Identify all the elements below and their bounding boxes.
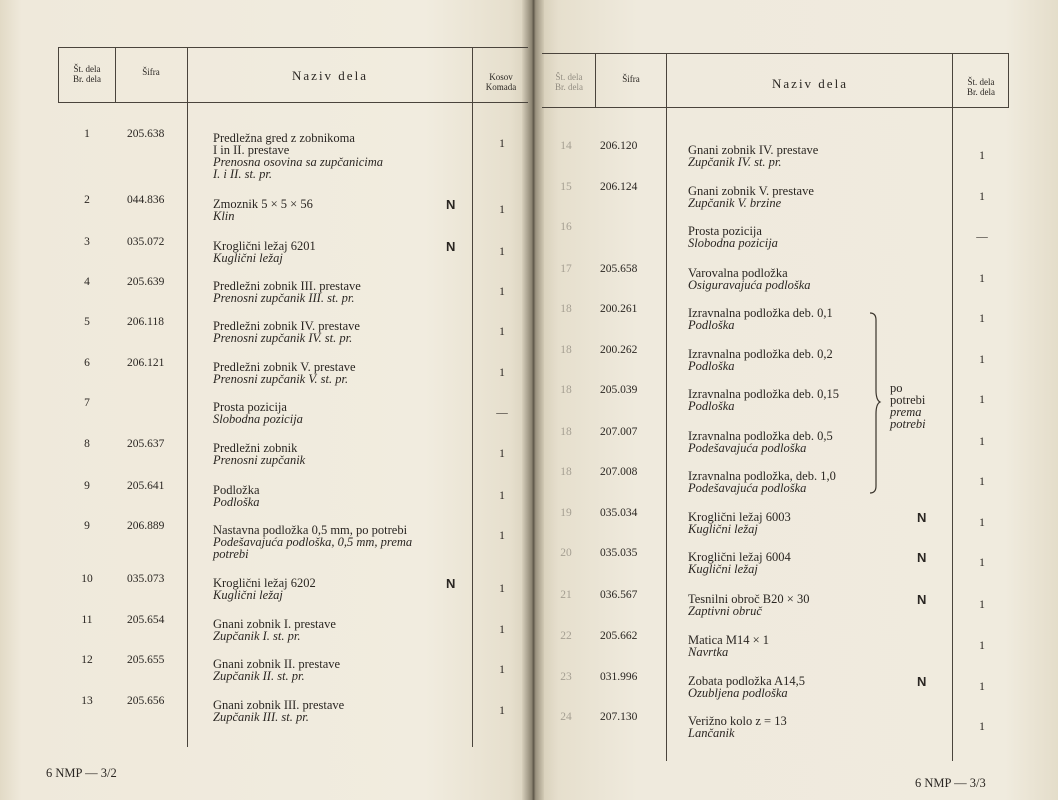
row-flag: N <box>446 197 456 212</box>
row-code: 207.008 <box>600 466 638 478</box>
row-name-italic-line: Ozubljena podloška <box>688 686 788 700</box>
row-quantity: 1 <box>979 313 985 325</box>
row-number: 23 <box>560 671 572 683</box>
row-name-italic-line: Zupčanik II. st. pr. <box>213 669 305 683</box>
row-name-italic-line: Zupčanik IV. st. pr. <box>688 155 782 169</box>
row-name <box>688 307 833 331</box>
row-code: 206.120 <box>600 140 638 152</box>
row-number: 20 <box>560 547 572 559</box>
row-code: 205.637 <box>127 438 165 450</box>
row-code: 205.641 <box>127 480 165 492</box>
left-outer-rule <box>58 47 59 103</box>
row-code: 200.262 <box>600 344 638 356</box>
row-quantity: 1 <box>499 448 505 460</box>
row-name-italic-line: Kuglični ležaj <box>213 588 283 602</box>
row-number: 8 <box>84 438 90 450</box>
row-name-line: Prosta pozicija <box>688 224 762 238</box>
row-name <box>213 320 360 344</box>
row-name-italic-line: Podešavajuća podloška <box>688 441 807 455</box>
row-name <box>213 401 303 425</box>
row-quantity: 1 <box>499 624 505 636</box>
row-name-line: Verižno kolo z = 13 <box>688 714 787 728</box>
row-code: 044.836 <box>127 194 165 206</box>
row-code: 206.889 <box>127 520 165 532</box>
row-flag: N <box>917 592 927 607</box>
row-name-italic-line: Klin <box>213 209 235 223</box>
row-name <box>213 484 260 508</box>
row-name-italic-line: Slobodna pozicija <box>688 236 778 250</box>
row-name <box>213 524 412 560</box>
right-header-bottom-rule <box>542 107 1008 108</box>
row-name <box>688 675 805 699</box>
row-number: 6 <box>84 357 90 369</box>
row-flag: N <box>917 550 927 565</box>
row-name-line: Kroglični ležaj 6003 <box>688 510 791 524</box>
row-name <box>688 634 769 658</box>
row-name <box>213 658 340 682</box>
row-name-italic-line: Prenosni zupčanik III. st. pr. <box>213 291 355 305</box>
row-code: 205.656 <box>127 695 165 707</box>
row-quantity: 1 <box>979 436 985 448</box>
row-number: 18 <box>560 303 572 315</box>
row-name-line: Podložka <box>213 483 260 497</box>
row-code: 036.567 <box>600 589 638 601</box>
row-name-line: Predležni zobnik V. prestave <box>213 360 356 374</box>
row-name-italic-line: Kuglični ležaj <box>213 251 283 265</box>
row-name-italic-line: Zupčanik III. st. pr. <box>213 710 309 724</box>
right-col-rule-2 <box>666 53 667 761</box>
row-quantity: 1 <box>979 599 985 611</box>
row-name-line: Kroglični ležaj 6202 <box>213 576 316 590</box>
row-number: 12 <box>81 654 93 666</box>
row-name-line: Kroglični ležaj 6004 <box>688 550 791 564</box>
row-name <box>688 511 791 535</box>
row-name <box>688 267 811 291</box>
row-quantity: — <box>496 407 508 419</box>
row-quantity: 1 <box>979 150 985 162</box>
row-name-italic-line: Podloška <box>688 318 735 332</box>
row-number: 11 <box>81 614 93 626</box>
row-code: 200.261 <box>600 303 638 315</box>
shim-note-it-line-2: potrebi <box>890 417 926 431</box>
right-page-footer: 6 NMP — 3/3 <box>915 776 986 790</box>
row-name-italic-line: Zaptivni obruč <box>688 604 762 618</box>
row-quantity: 1 <box>499 490 505 502</box>
row-flag: N <box>446 239 456 254</box>
row-name <box>688 225 778 249</box>
row-code: 205.639 <box>127 276 165 288</box>
row-quantity: 1 <box>979 354 985 366</box>
row-quantity: 1 <box>499 367 505 379</box>
row-name <box>688 348 833 372</box>
row-name <box>688 593 809 617</box>
row-number: 17 <box>560 263 572 275</box>
row-name-line: Gnani zobnik V. prestave <box>688 184 814 198</box>
row-number: 13 <box>81 695 93 707</box>
row-name-line: Varovalna podložka <box>688 266 788 280</box>
row-name-italic-line: Zupčanik V. brzine <box>688 196 782 210</box>
row-name-italic-line: Lančanik <box>688 726 735 740</box>
row-name-line: Gnani zobnik IV. prestave <box>688 143 819 157</box>
row-name <box>213 699 344 723</box>
row-number: 18 <box>560 344 572 356</box>
row-code: 206.121 <box>127 357 165 369</box>
row-code: 035.073 <box>127 573 165 585</box>
row-name-line: Izravnalna podložka deb. 0,2 <box>688 347 833 361</box>
row-name-line: Predležni zobnik IV. prestave <box>213 319 360 333</box>
row-quantity: 1 <box>979 557 985 569</box>
row-quantity: 1 <box>499 246 505 258</box>
row-name-italic-line: Zupčanik I. st. pr. <box>213 629 301 643</box>
row-code: 035.035 <box>600 547 638 559</box>
row-name <box>213 240 316 264</box>
row-name-line: Gnani zobnik III. prestave <box>213 698 345 712</box>
row-quantity: 1 <box>979 394 985 406</box>
row-number: 9 <box>84 480 90 492</box>
row-name-line: Matica M14 × 1 <box>688 633 769 647</box>
row-code: 206.124 <box>600 181 638 193</box>
row-number: 22 <box>560 630 572 642</box>
row-name-italic-line: Prenosni zupčanik <box>213 453 306 467</box>
right-col-rule-3 <box>952 53 953 761</box>
book-gutter <box>522 0 544 800</box>
row-name <box>688 185 814 209</box>
row-number: 5 <box>84 316 90 328</box>
row-number: 10 <box>81 573 93 585</box>
shim-note-it-line-1: prema <box>890 405 922 419</box>
row-code: 206.118 <box>127 316 164 328</box>
row-name-line: I in II. prestave <box>213 143 290 157</box>
row-code: 035.034 <box>600 507 638 519</box>
row-name <box>688 430 833 454</box>
row-name-italic-line: Navrtka <box>688 645 729 659</box>
row-quantity: 1 <box>979 273 985 285</box>
row-name-italic-line: Kuglični ležaj <box>688 522 758 536</box>
shim-group-note <box>890 382 926 430</box>
row-quantity: 1 <box>979 721 985 733</box>
row-quantity: 1 <box>499 530 505 542</box>
row-name-line: Predležna gred z zobnikoma <box>213 131 355 145</box>
row-name-italic-line: I. i II. st. pr. <box>213 167 273 181</box>
row-name <box>688 715 787 739</box>
row-code: 207.130 <box>600 711 638 723</box>
right-header-top-rule <box>542 53 1008 54</box>
row-name <box>213 618 336 642</box>
row-quantity: 1 <box>979 517 985 529</box>
row-code: 205.638 <box>127 128 165 140</box>
row-number: 21 <box>560 589 572 601</box>
row-name-line: Izravnalna podložka deb. 0,15 <box>688 387 839 401</box>
right-col-rule-1 <box>595 53 596 108</box>
row-name-italic-line: Podloška <box>688 359 735 373</box>
row-name-italic-line: Prenosna osovina sa zupčanicima <box>213 155 384 169</box>
row-name-line: Predležni zobnik <box>213 441 298 455</box>
row-quantity: 1 <box>979 640 985 652</box>
row-code: 205.655 <box>127 654 165 666</box>
row-name-line: Izravnalna podložka, deb. 1,0 <box>688 469 836 483</box>
row-quantity: 1 <box>979 476 985 488</box>
row-quantity: — <box>976 231 988 243</box>
left-header-qty: Kosov Komada <box>485 72 517 92</box>
shim-group-bracket <box>866 312 882 494</box>
row-name <box>213 361 356 385</box>
row-number: 2 <box>84 194 90 206</box>
row-name-line: Izravnalna podložka deb. 0,1 <box>688 306 833 320</box>
right-header-code: Šifra <box>622 74 640 84</box>
row-code: 205.658 <box>600 263 638 275</box>
row-name-italic-line: Prenosni zupčanik IV. st. pr. <box>213 331 353 345</box>
row-number: 3 <box>84 236 90 248</box>
row-name-italic-line: Podešavajuća podloška <box>688 481 807 495</box>
right-outer-rule <box>1008 53 1009 108</box>
row-number: 7 <box>84 397 90 409</box>
row-code: 207.007 <box>600 426 638 438</box>
row-name-line: Gnani zobnik I. prestave <box>213 617 336 631</box>
row-name <box>213 280 361 304</box>
right-header-name: Naziv dela <box>772 76 848 91</box>
row-name <box>688 144 818 168</box>
row-name-line: Predležni zobnik III. prestave <box>213 279 361 293</box>
shim-note-line-2: potrebi <box>890 393 926 407</box>
row-flag: N <box>917 510 927 525</box>
left-header-name: Naziv dela <box>292 68 368 83</box>
row-flag: N <box>446 576 456 591</box>
row-name-italic-line: Kuglični ležaj <box>688 562 758 576</box>
left-header-number: Št. dela Br. dela <box>73 64 101 84</box>
row-name-line: Prosta pozicija <box>213 400 287 414</box>
right-header-number-left: Št. dela Br. dela <box>555 72 583 92</box>
row-quantity: 1 <box>499 664 505 676</box>
row-name <box>688 470 836 494</box>
row-number: 18 <box>560 426 572 438</box>
row-number: 1 <box>84 128 90 140</box>
row-code: 035.072 <box>127 236 165 248</box>
row-quantity: 1 <box>979 681 985 693</box>
row-code: 031.996 <box>600 671 638 683</box>
row-name-italic-line: Podloška <box>213 495 260 509</box>
row-name-italic-line: Slobodna pozicija <box>213 412 303 426</box>
left-page-footer: 6 NMP — 3/2 <box>46 766 117 780</box>
left-col-rule-1 <box>115 47 116 103</box>
row-number: 18 <box>560 466 572 478</box>
row-quantity: 1 <box>499 705 505 717</box>
row-name <box>213 577 316 601</box>
row-number: 18 <box>560 384 572 396</box>
row-quantity: 1 <box>499 326 505 338</box>
row-name-line: Gnani zobnik II. prestave <box>213 657 341 671</box>
row-name <box>688 551 791 575</box>
row-name <box>213 132 383 180</box>
left-col-rule-2 <box>187 47 188 747</box>
left-header-code: Šifra <box>142 67 160 77</box>
row-number: 14 <box>560 140 572 152</box>
left-col-rule-3 <box>472 47 473 747</box>
row-name-line: Kroglični ležaj 6201 <box>213 239 316 253</box>
row-quantity: 1 <box>499 583 505 595</box>
row-quantity: 1 <box>499 204 505 216</box>
row-name-italic-line: Podloška <box>688 399 735 413</box>
row-name-italic-line: Podešavajuća podloška, 0,5 mm, prema <box>213 535 413 549</box>
row-name <box>213 442 305 466</box>
row-number: 16 <box>560 221 572 233</box>
row-name-line: Zmoznik 5 × 5 × 56 <box>213 197 313 211</box>
row-number: 9 <box>84 520 90 532</box>
row-name-line: Izravnalna podložka deb. 0,5 <box>688 429 833 443</box>
row-code: 205.039 <box>600 384 638 396</box>
row-number: 19 <box>560 507 572 519</box>
row-flag: N <box>917 674 927 689</box>
row-code: 205.662 <box>600 630 638 642</box>
row-name-italic-line: potrebi <box>213 547 249 561</box>
row-name <box>688 388 839 412</box>
right-header-number-right: Št. dela Br. dela <box>967 77 995 97</box>
row-name-italic-line: Osiguravajuća podloška <box>688 278 811 292</box>
row-quantity: 1 <box>499 138 505 150</box>
left-header-top-rule <box>58 47 528 48</box>
row-name-line: Tesnilni obroč B20 × 30 <box>688 592 810 606</box>
row-number: 24 <box>560 711 572 723</box>
row-quantity: 1 <box>499 286 505 298</box>
row-number: 15 <box>560 181 572 193</box>
left-header-bottom-rule <box>58 102 528 103</box>
row-quantity: 1 <box>979 191 985 203</box>
row-name <box>213 198 313 222</box>
row-number: 4 <box>84 276 90 288</box>
shim-note-line-1: po <box>890 381 903 395</box>
row-name-line: Zobata podložka A14,5 <box>688 674 805 688</box>
row-name-italic-line: Prenosni zupčanik V. st. pr. <box>213 372 349 386</box>
row-name-line: Nastavna podložka 0,5 mm, po potrebi <box>213 523 408 537</box>
row-code: 205.654 <box>127 614 165 626</box>
